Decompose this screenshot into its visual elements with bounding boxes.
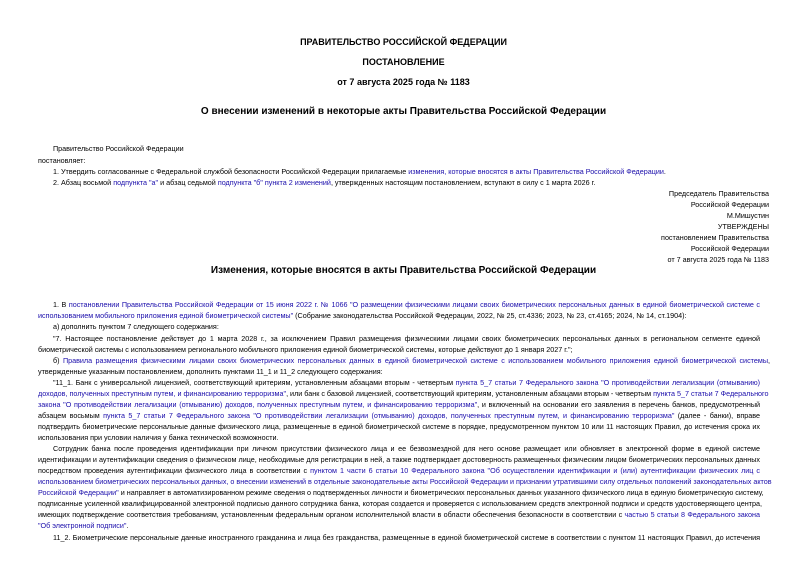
body-line: 11_2. Биометрические персональные данные иностранного гражданина и лица без гражданства, размещенные в единой биометрической системе в соответствии с пунктом 11 настоящих Правил, до истечения	[53, 533, 760, 542]
law-572-link-end[interactable]: Российской Федерации"	[38, 488, 119, 497]
body-line: идентификации и аутентификации сведения о физическом лице, необходимые для регистрации в ней, а также подтверждает достоверность размещенных физическим лицом биометрических персональных данных	[38, 455, 760, 464]
body-line: 1. В постановлении Правительства Российской Федерации от 15 июня 2022 г. № 1066 "О размещении физическими лицами своих биометрических персональных данных в единой биометрической системе с	[53, 300, 760, 309]
law-115-link-3[interactable]: пункта 5_7 статьи 7 Федерального закона "О противодействии легализации (отмыванию) доходов, полученных преступным путем, и финансированию терроризма"	[103, 411, 675, 420]
approval-line-3: Российской Федерации	[690, 244, 769, 253]
body-line: б) Правила размещения физическими лицами своих биометрических персональных данных в единой биометрической системе с использованием мобильного приложения единой биометрической системы,	[53, 356, 770, 365]
signature-name: М.Мишустин	[726, 211, 769, 220]
law-572-link[interactable]: пунктом 1 части 6 статьи 10 Федерального закона "Об осуществлении идентификации и (или) аутентификации физических лиц с	[310, 466, 760, 475]
body-line: использованием мобильного приложения единой биометрической системы" (Собрание законодательства Российской Федерации, 2022, № 25, ст.4336; 2023, № 23, ст.4165; 2024, № 14, ст.1904):	[38, 311, 687, 320]
approval-line-1: УТВЕРЖДЕНЫ	[717, 222, 769, 231]
body-line: посредством проведения аутентификации физического лица в соответствии с пунктом 1 части 6 статьи 10 Федерального закона "Об осуществлении идентификации и (или) аутентификации физических лиц с	[38, 466, 760, 475]
body-line: "Об электронной подписи".	[38, 521, 129, 530]
signature-line-1: Председатель Правительства	[668, 189, 769, 198]
body-line: "7. Настоящее постановление действует до 1 марта 2028 г., за исключением Правил размещения физическими лицами своих биометрических персональных данных в региональном сегменте единой	[53, 334, 760, 343]
body-line: абзацем восьмым пункта 5_7 статьи 7 Федерального закона "О противодействии легализации (отмыванию) доходов, полученных преступным путем, и финансированию терроризма" (далее - банки), вправе	[38, 411, 761, 420]
government-heading: ПРАВИТЕЛЬСТВО РОССИЙСКОЙ ФЕДЕРАЦИИ	[300, 37, 507, 47]
document-title: О внесении изменений в некоторые акты Правительства Российской Федерации	[200, 106, 607, 117]
approval-line-2: постановлением Правительства	[661, 233, 769, 242]
law-572-link-cont[interactable]: использованием биометрических персональных данных, о внесении изменений в отдельные законодательные акты Российской Федерации и признании утратившими силу отдельных положений законодательных актов	[38, 477, 772, 486]
subpoint-b-link[interactable]: подпункта "б" пункта 2 изменений	[217, 178, 331, 187]
decree-1066-link-cont[interactable]: использованием мобильного приложения единой биометрической системы"	[38, 311, 294, 320]
body-line: а) дополнить пунктом 7 следующего содержания:	[53, 322, 219, 331]
body-line: "11_1. Банк с универсальной лицензией, соответствующий критериям, установленным абзацами вторым - четвертым пункта 5_7 статьи 7 Федерального закона "О противодействии легализации (отмыванию)	[53, 378, 760, 387]
body-line: закона "О противодействии легализации (отмыванию) доходов, полученных преступным путем, и финансированию терроризма", и включенный на основании его заявления в перечень банков, предусмотренный	[38, 400, 760, 409]
body-line: подтвердить биометрические персональные данные физического лица, размещенные в единой биометрической системе в порядке, предусмотренном пунктом 10 или 11 настоящих Правил, до истечения срока их	[38, 422, 760, 431]
decree-1066-link[interactable]: постановлении Правительства Российской Федерации от 15 июня 2022 г. № 1066 "О размещении физическими лицами своих биометрических персональных данных в единой биометрической системе с	[68, 300, 760, 309]
point-1: 1. Утвердить согласованные с Федеральной службой безопасности Российской Федерации прилагаемые изменения, которые вносятся в акты Правительства Российской Федерации.	[53, 167, 666, 176]
signature-line-2: Российской Федерации	[690, 200, 769, 209]
document-type: ПОСТАНОВЛЕНИЕ	[362, 57, 445, 67]
law-115-link[interactable]: пункта 5_7 статьи 7 Федерального закона "О противодействии легализации (отмыванию)	[455, 378, 760, 387]
body-line: имеющих подтверждение соответствия требованиям, установленным федеральным органом исполнительной власти в области обеспечения безопасности в соответствии с частью 5 статьи 8 Федерального закона	[38, 510, 760, 519]
body-line: утвержденные указанным постановлением, дополнить пунктами 11_1 и 11_2 следующего содержания:	[38, 367, 383, 376]
preamble-line-1: Правительство Российской Федерации	[53, 144, 184, 153]
changes-title: Изменения, которые вносятся в акты Правительства Российской Федерации	[210, 265, 597, 276]
preamble-line-2: постановляет:	[38, 156, 86, 165]
body-line	[38, 477, 772, 486]
subpoint-a-link[interactable]: подпункта "а"	[113, 178, 159, 187]
rules-link[interactable]: Правила размещения физическими лицами своих биометрических персональных данных в единой биометрической системе с использованием мобильного приложения единой биометрической системы	[62, 356, 768, 365]
esign-law-link[interactable]: частью 5 статьи 8 Федерального закона	[624, 510, 760, 519]
body-line: использования при условии наличия у банка технической возможности.	[38, 433, 279, 442]
law-115-link-2[interactable]: пункта 5_7 статьи 7 Федерального	[653, 389, 769, 398]
approval-line-4: от 7 августа 2025 года № 1183	[667, 255, 769, 264]
law-115-link-2-cont[interactable]: закона "О противодействии легализации (отмыванию) доходов, полученных преступным путем, и финансированию терроризма"	[38, 400, 478, 409]
esign-law-link-cont[interactable]: "Об электронной подписи"	[38, 521, 127, 530]
point-2: 2. Абзац восьмой подпункта "а" и абзац седьмой подпункта "б" пункта 2 изменений, утвержденных настоящим постановлением, вступают в силу с 1 марта 2026 г.	[53, 178, 596, 187]
body-line: Российской Федерации" и направляет в автоматизированном режиме сведения о подтвержденных личности и биометрических персональных данных указанного физического лица в единую биометрическую систему,	[38, 488, 764, 497]
body-line: подписанные усиленной квалифицированной электронной подписью данного сотрудника банка, которая создается и проверяется с использованием средств электронной подписи и средств удостоверяющего центра,	[38, 499, 762, 508]
changes-link[interactable]: изменения, которые вносятся в акты Правительства Российской Федерации	[408, 167, 664, 176]
document-date-number: от 7 августа 2025 года № 1183	[337, 77, 470, 87]
body-line: доходов, полученных преступным путем, и финансированию терроризма", или банк с базовой лицензией, соответствующий критериям, установленным абзацами вторым - четвертым пункта 5_7 статьи 7 Федерального	[38, 389, 769, 398]
law-115-link-cont[interactable]: доходов, полученных преступным путем, и финансированию терроризма"	[38, 389, 287, 398]
body-line: Сотрудник банка после проведения идентификации при личном присутствии физического лица и ее безвозмездной для него основе размещает или обновляет в электронной форме в единой системе	[53, 444, 760, 453]
body-line: биометрической системы с использованием регионального мобильного приложения единой биометрической системы, которые действуют до 1 января 2027 г.";	[38, 345, 573, 354]
